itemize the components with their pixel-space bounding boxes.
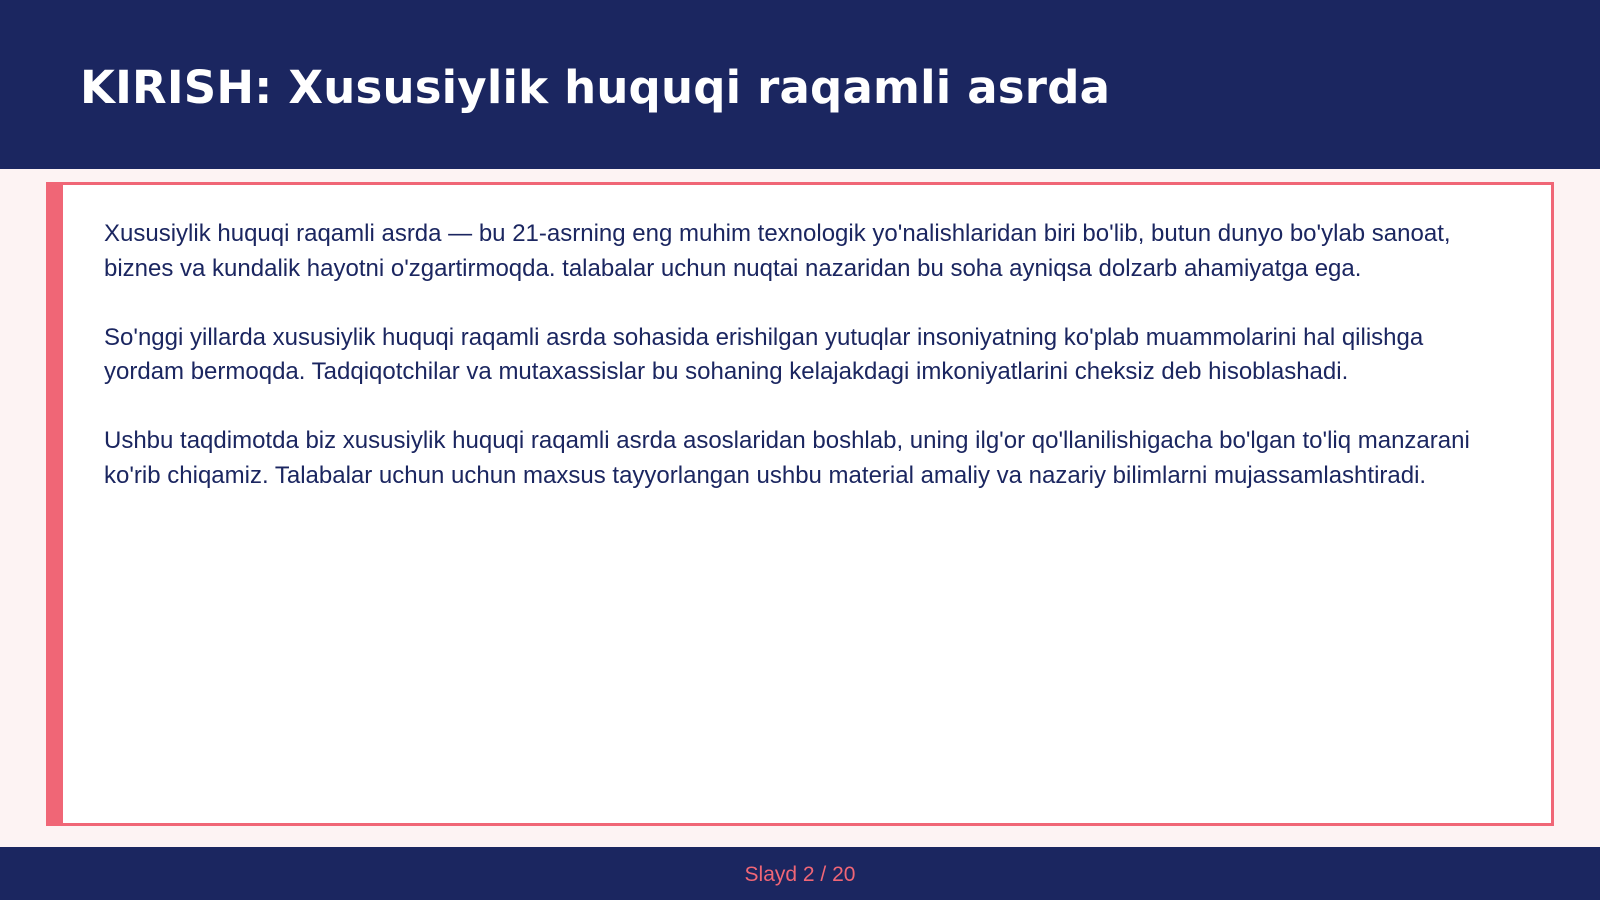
body-paragraph: Ushbu taqdimotda biz xususiylik huquqi raqamli asrda asoslaridan boshlab, uning ilg'or qo'llanilishigacha bo'lgan to'liq manzarani ko'rib chiqamiz. Talabalar uchun uchun maxsus tayyorlangan ushbu material amaliy va nazariy bilimlarni mujassamlashtiradi. — [104, 427, 1470, 489]
slide-body — [104, 217, 1509, 528]
slide-title: KIRISH: Xususiylik huquqi raqamli asrda — [80, 61, 1111, 114]
content-card — [46, 182, 1554, 826]
slide-footer — [0, 847, 1600, 900]
body-paragraph: Xususiylik huquqi raqamli asrda — bu 21-asrning eng muhim texnologik yo'nalishlaridan biri bo'lib, butun dunyo bo'ylab sanoat, biznes va kundalik hayotni o'zgartirmoqda. talabalar uchun nuqtai nazaridan bu soha ayniqsa dolzarb ahamiyatga ega. — [104, 220, 1451, 282]
slide-header — [0, 0, 1600, 169]
slide-number: Slayd 2 / 20 — [744, 863, 856, 886]
body-paragraph: So'nggi yillarda xususiylik huquqi raqamli asrda sohasida erishilgan yutuqlar insoniyatning ko'plab muammolarini hal qilishga yordam bermoqda. Tadqiqotchilar va mutaxassislar bu sohaning kelajakdagi imkoniyatlarini cheksiz deb hisoblashadi. — [104, 323, 1424, 385]
